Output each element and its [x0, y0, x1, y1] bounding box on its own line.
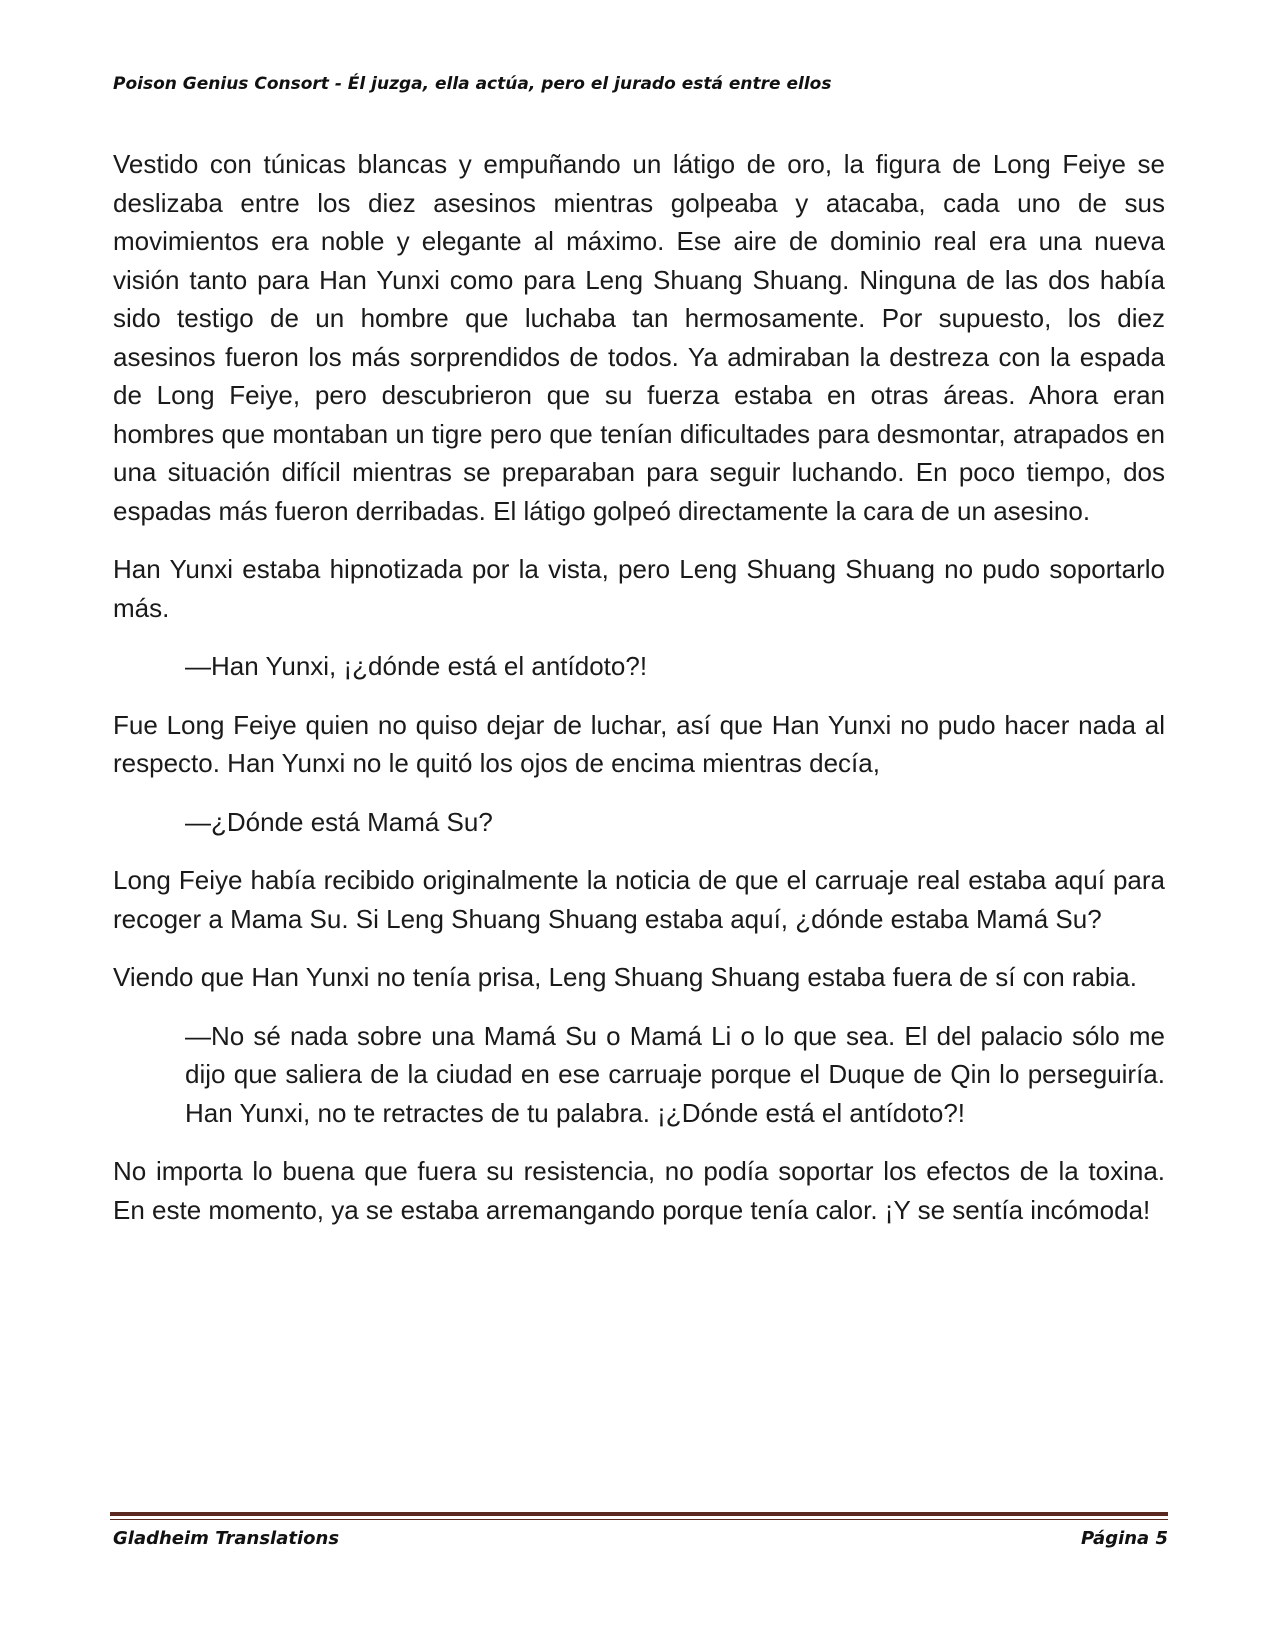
- paragraph: Viendo que Han Yunxi no tenía prisa, Leng Shuang Shuang estaba fuera de sí con rabia.: [113, 962, 1137, 992]
- document-body: [113, 145, 1165, 1249]
- page-number: Página 5: [1081, 1528, 1168, 1549]
- page-footer: [113, 1528, 1168, 1549]
- paragraph: No importa lo buena que fuera su resistencia, no podía soportar los efectos de la toxina. En este momento, ya se estaba arremangando porque tenía calor. ¡Y se sentía incómoda!: [113, 1156, 1165, 1225]
- paragraph: Fue Long Feiye quien no quiso dejar de luchar, así que Han Yunxi no pudo hacer nada al respecto. Han Yunxi no le quitó los ojos de encima mientras decía,: [113, 709, 1165, 778]
- footer-divider-thin: [110, 1519, 1168, 1520]
- dialogue-line: —¿Dónde está Mamá Su?: [185, 806, 493, 837]
- paragraph: Vestido con túnicas blancas y empuñando un látigo de oro, la figura de Long Feiye se deslizaba entre los diez asesinos mientras golpeaba y atacaba, cada uno de sus movimientos era noble y elegante al máximo. Ese aire de dominio real era una nueva visión tanto para Han Yunxi como para Leng Shuang Shuang. Ninguna de las dos había sido testigo de un hombre que luchaba tan hermosamente. Por supuesto, los diez asesinos fueron los más sorprendidos de todos. Ya admiraban la destreza con la espada de Long Feiye, pero descubrieron que su fuerza estaba en otras áreas. Ahora eran hombres que montaban un tigre pero que tenían dificultades para desmontar, atrapados en una situación difícil mientras se preparaban para seguir luchando. En poco tiempo, dos espadas más fueron derribadas. El látigo golpeó directamente la cara de un asesino.: [113, 149, 1165, 526]
- dialogue-line: —Han Yunxi, ¡¿dónde está el antídoto?!: [185, 651, 648, 681]
- footer-divider: [110, 1512, 1168, 1516]
- footer-publisher: Gladheim Translations: [113, 1528, 340, 1549]
- dialogue-line: —No sé nada sobre una Mamá Su o Mamá Li o lo que sea. El del palacio sólo me dijo que saliera de la ciudad en ese carruaje porque el Duque de Qin lo perseguiría. Han Yunxi, no te retractes de tu palabra. ¡¿Dónde está el antídoto?!: [185, 1020, 1165, 1128]
- page-header: Poison Genius Consort - Él juzga, ella actúa, pero el jurado está entre ellos: [113, 74, 832, 94]
- paragraph: Long Feiye había recibido originalmente la noticia de que el carruaje real estaba aquí para recoger a Mama Su. Si Leng Shuang Shuang estaba aquí, ¿dónde estaba Mamá Su?: [113, 865, 1165, 934]
- paragraph: Han Yunxi estaba hipnotizada por la vista, pero Leng Shuang Shuang no pudo soportarlo más.: [113, 554, 1165, 623]
